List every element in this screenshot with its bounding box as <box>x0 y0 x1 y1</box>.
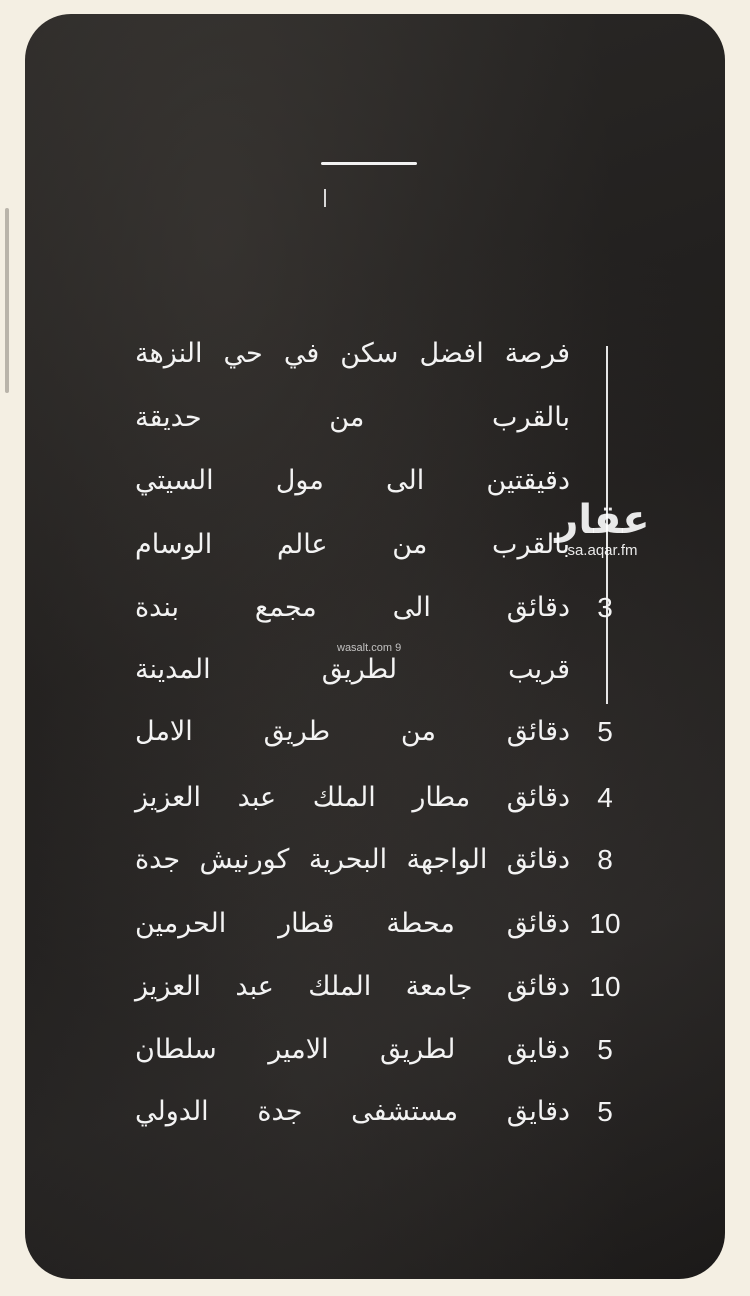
feature-number: 5 <box>597 1096 613 1127</box>
feature-text: دقايق مستشفى جدة الدولي <box>135 1096 570 1127</box>
feature-text: دقائق من طريق الامل <box>135 716 570 747</box>
feature-number: 3 <box>597 592 613 623</box>
decorative-line <box>321 162 417 165</box>
feature-number: 5 <box>597 1034 613 1065</box>
watermark-url: sa.aqar.fm <box>567 542 638 559</box>
feature-text: بالقرب من حديقة <box>135 402 570 433</box>
decorative-tick <box>324 189 326 207</box>
feature-text: دقيقتين الى مول السيتي <box>135 465 570 496</box>
feature-text: دقائق مطار الملك عبد العزيز <box>135 782 570 813</box>
feature-text: دقائق الى مجمع بندة <box>135 592 570 623</box>
ad-card <box>25 14 725 1279</box>
watermark-logo: عقار <box>555 497 650 543</box>
wasalt-watermark: wasalt.com 9 <box>337 642 402 654</box>
feature-text: دقايق لطريق الامير سلطان <box>135 1034 570 1065</box>
feature-text: بالقرب من عالم الوسام <box>135 529 570 560</box>
feature-number: 10 <box>589 908 621 939</box>
scrollbar[interactable] <box>5 208 9 393</box>
feature-number: 10 <box>589 971 621 1002</box>
feature-number: 8 <box>597 844 613 875</box>
feature-text: دقائق محطة قطار الحرمين <box>135 908 570 939</box>
aqar-watermark <box>555 498 650 560</box>
feature-text: فرصة افضل سكن في حي النزهة <box>135 338 570 369</box>
feature-number: 5 <box>597 716 613 747</box>
feature-text: دقائق جامعة الملك عبد العزيز <box>135 971 570 1002</box>
feature-text: دقائق الواجهة البحرية كورنيش جدة <box>135 844 570 875</box>
feature-text: قريب لطريق المدينة <box>135 654 570 685</box>
feature-number: 4 <box>597 782 613 813</box>
